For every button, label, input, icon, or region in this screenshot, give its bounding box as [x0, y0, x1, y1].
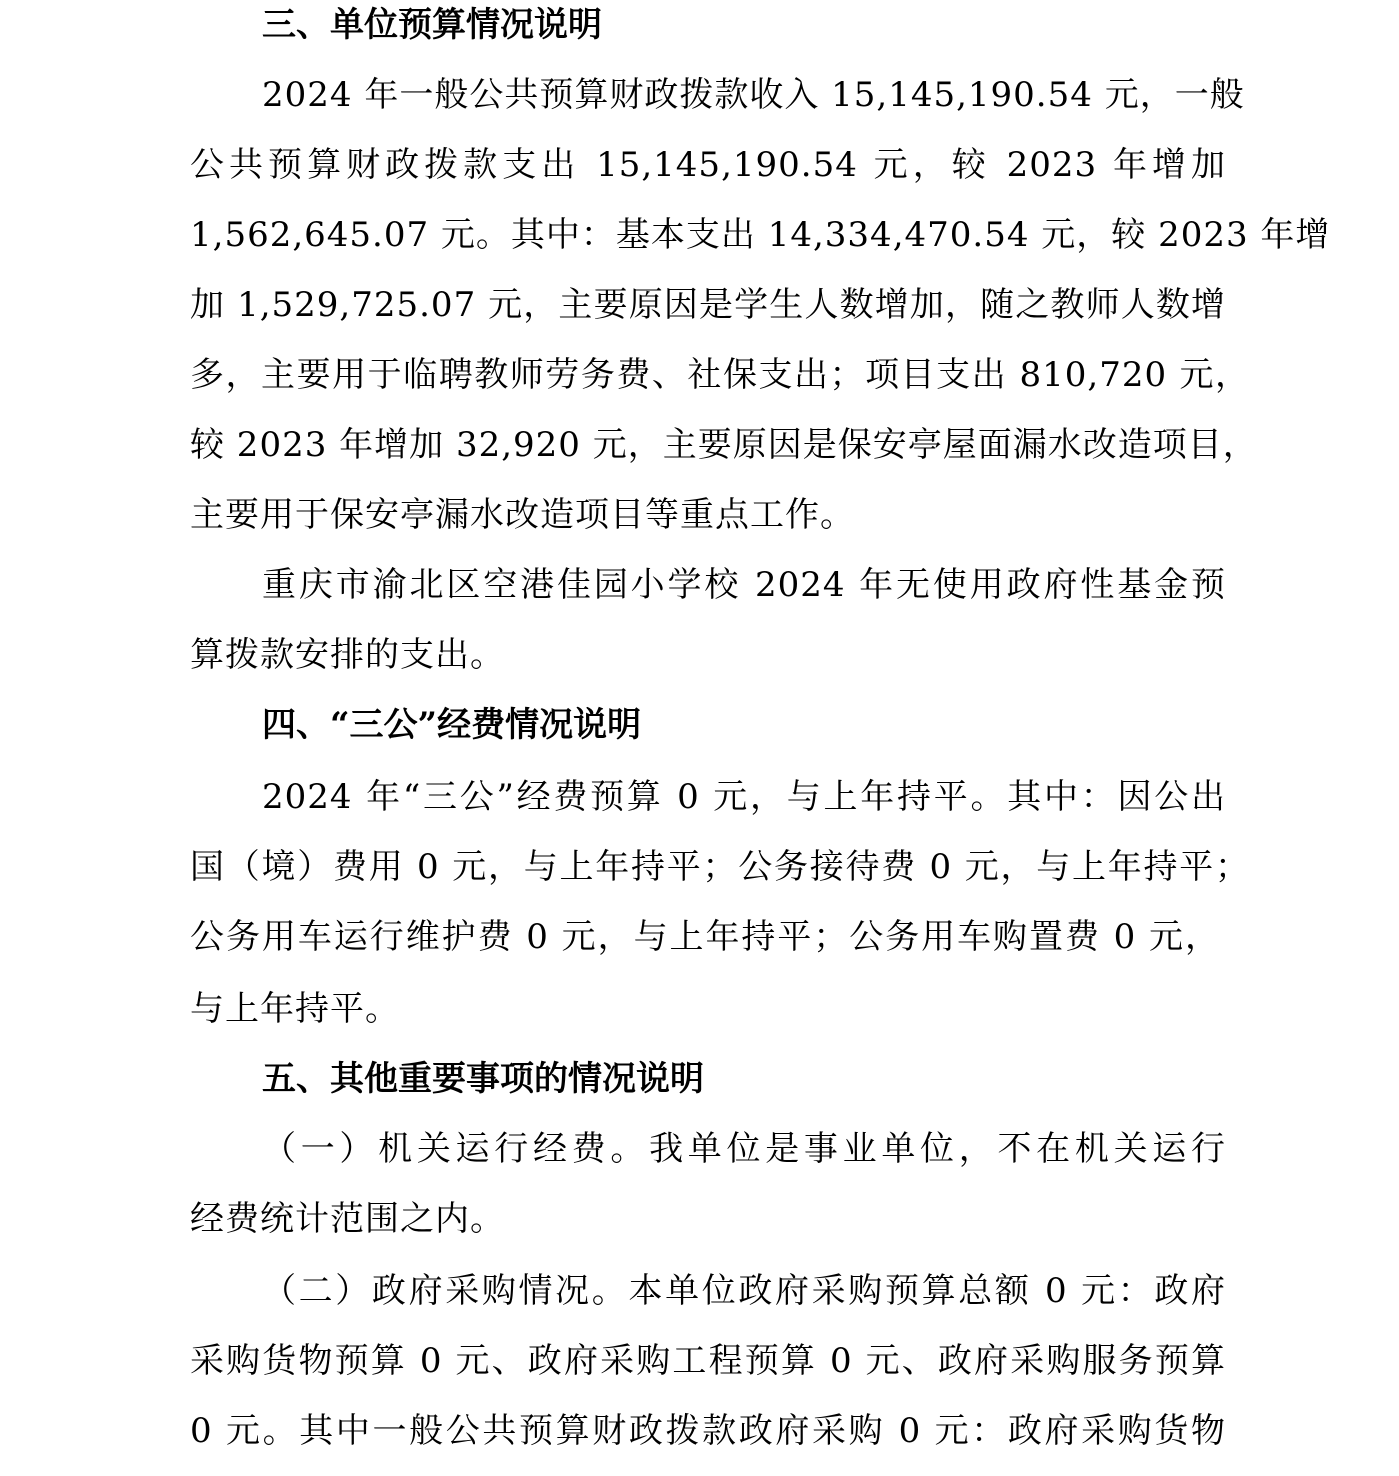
section-5-heading: 五、其他重要事项的情况说明 — [262, 1059, 704, 1099]
section-5-item-1-line-2: 经费统计范围之内。 — [190, 1199, 505, 1239]
section-3-para-1-line-6: 较 2023 年增加 32,920 元，主要原因是保安亭屋面漏水改造项目， — [190, 425, 1258, 465]
section-4-para-line-2: 国（境）费用 0 元，与上年持平；公务接待费 0 元，与上年持平； — [190, 847, 1250, 887]
section-3-para-1-line-2: 公共预算财政拨款支出 15,145,190.54 元，较 2023 年增加 — [190, 145, 1226, 185]
section-3-para-1-line-7: 主要用于保安亭漏水改造项目等重点工作。 — [190, 495, 855, 535]
section-5-item-2-line-3: 0 元。其中一般公共预算财政拨款政府采购 0 元：政府采购货物 — [190, 1411, 1226, 1451]
section-3-para-1-line-4: 加 1,529,725.07 元，主要原因是学生人数增加，随之教师人数增 — [190, 285, 1226, 325]
section-3-para-2-line-1: 重庆市渝北区空港佳园小学校 2024 年无使用政府性基金预 — [262, 565, 1226, 605]
section-3-para-2-line-2: 算拨款安排的支出。 — [190, 635, 505, 675]
section-5-item-2-line-1: （二）政府采购情况。本单位政府采购预算总额 0 元：政府 — [262, 1271, 1226, 1311]
section-3-heading: 三、单位预算情况说明 — [262, 5, 602, 45]
section-3-para-1-line-3: 1,562,645.07 元。其中：基本支出 14,334,470.54 元，较 2023 年增 — [190, 215, 1331, 255]
section-4-para-line-4: 与上年持平。 — [190, 989, 400, 1029]
section-5-item-1-line-1: （一）机关运行经费。我单位是事业单位，不在机关运行 — [262, 1129, 1226, 1169]
section-5-item-2-line-2: 采购货物预算 0 元、政府采购工程预算 0 元、政府采购服务预算 — [190, 1341, 1226, 1381]
section-4-para-line-3: 公务用车运行维护费 0 元，与上年持平；公务用车购置费 0 元， — [190, 917, 1220, 957]
section-3-para-1-line-1: 2024 年一般公共预算财政拨款收入 15,145,190.54 元，一般 — [262, 75, 1245, 115]
section-3-para-1-line-5: 多，主要用于临聘教师劳务费、社保支出；项目支出 810,720 元， — [190, 355, 1250, 395]
section-4-heading: 四、“三公”经费情况说明 — [262, 705, 642, 745]
section-4-para-line-1: 2024 年“三公”经费预算 0 元，与上年持平。其中：因公出 — [262, 777, 1226, 817]
